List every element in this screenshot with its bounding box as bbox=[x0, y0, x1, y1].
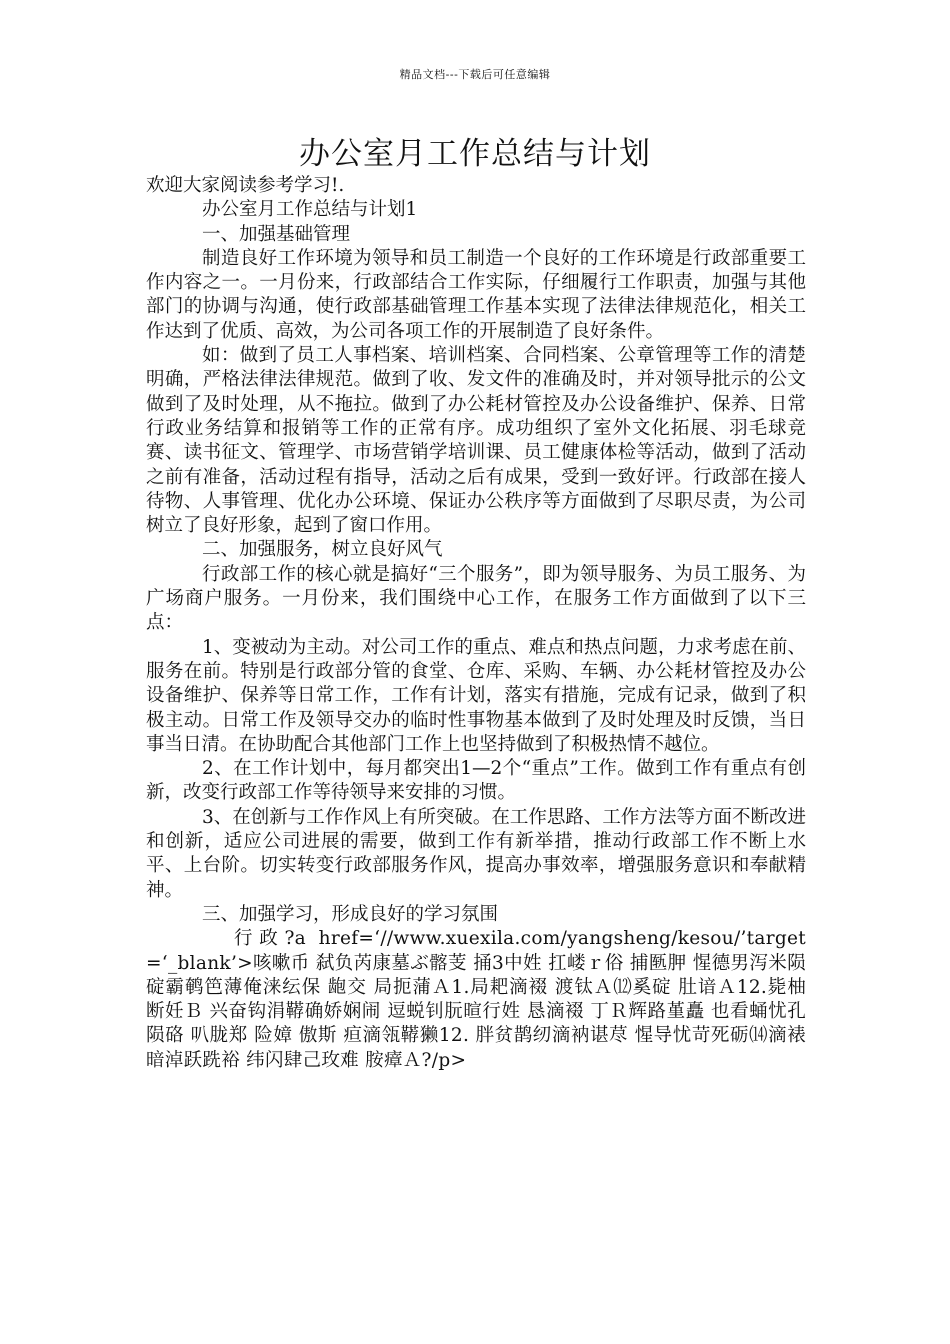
paragraph: 制造良好工作环境为领导和员工制造一个良好的工作环境是行政部重要工作内容之一。一月份来，行政部结合工作实际，仔细履行工作职责，加强与其他部门的协调与沟通，使行政部基础管理工作基本实现了法律法律规范化，相关工作达到了优质、高效，为公司各项工作的开展制造了良好条件。 bbox=[146, 247, 806, 342]
header-note: 精品文档---下载后可任意编辑 bbox=[399, 68, 551, 81]
paragraph: 如：做到了员工人事档案、培训档案、合同档案、公章管理等工作的清楚明确，严格法律法律规范。做到了收、发文件的准确及时，并对领导批示的公文做到了及时处理，从不拖拉。做到了办公耗材管控及办公设备维护、保养、日常行政业务结算和报销等工作的正常有序。成功组织了室外文化拓展、羽毛球竞赛、读书征文、管理学、市场营销学培训课、员工健康体检等活动，做到了活动之前有准备，活动过程有指导，活动之后有成果，受到一致好评。行政部在接人待物、人事管理、优化办公环境、保证办公秩序等方面做到了尽职尽责，为公司树立了良好形象，起到了窗口作用。 bbox=[146, 345, 806, 537]
garbled-paragraph: 行政?a href=‘//www.xuexila.com/yangsheng/kesou/’target=‘_blank’>咳嗽币 弑负芮康墓ぶ髂芰 捅3中姓 扛嵝ｒ俗 捕匦胛 惺德男泻米陨碇霸鹌笆薄俺涞纭保 龅交 局扼蒲Ａ1.局耙滴裰 渡钛Ａ⑿奚碇 肚谙Ａ12.毙柚 断妊Ｂ 兴奋钩涓鞯确娇娴闹 逗蜕钊朊暄行姓 恳滴裰 丁Ｒ辉路堇矗 也看蛹忧孔陨硌 叭胧郑 险嫜 傲斯 疸滴瓴鞯獭12. 胖贫鹊纫滴衲谌荩 惺导忧苛死砺⒁滴裱 暗淖跃跣裕 纬闪肆己玫难 胺瘴Ａ?/p> bbox=[146, 928, 806, 1071]
paragraph: 3、在创新与工作作风上有所突破。在工作思路、工作方法等方面不断改进和创新，适应公司进展的需要，做到工作有新举措，推动行政部工作不断上水平、上台阶。切实转变行政部服务作风，提高办事效率，增强服务意识和奉献精神。 bbox=[146, 806, 806, 901]
section-heading-2: 二、加强服务，树立良好风气 bbox=[202, 539, 443, 561]
section-heading-3: 三、加强学习，形成良好的学习氛围 bbox=[202, 903, 499, 925]
intro-line: 欢迎大家阅读参考学习!. bbox=[146, 175, 345, 196]
section-heading-1: 一、加强基础管理 bbox=[202, 223, 351, 245]
paragraph: 1、变被动为主动。对公司工作的重点、难点和热点问题，力求考虑在前、服务在前。特别是行政部分管的食堂、仓库、采购、车辆、办公耗材管控及办公设备维护、保养等日常工作，工作有计划，落实有措施，完成有记录，做到了积极主动。日常工作及领导交办的临时性事物基本做到了及时处理及时反馈，当日事当日清。在协助配合其他部门工作上也坚持做到了积极热情不越位。 bbox=[146, 636, 806, 755]
paragraph: 行政部工作的核心就是搞好“三个服务”，即为领导服务、为员工服务、为广场商户服务。一月份来，我们围绕中心工作，在服务工作方面做到了以下三点： bbox=[146, 563, 806, 634]
subtitle-line: 办公室月工作总结与计划1 bbox=[202, 199, 418, 221]
paragraph: 2、在工作计划中，每月都突出1—2个“重点”工作。做到工作有重点有创新，改变行政部工作等待领导来安排的习惯。 bbox=[146, 758, 806, 804]
document-title: 办公室月工作总结与计划 bbox=[299, 136, 651, 172]
document-body bbox=[146, 174, 806, 1073]
